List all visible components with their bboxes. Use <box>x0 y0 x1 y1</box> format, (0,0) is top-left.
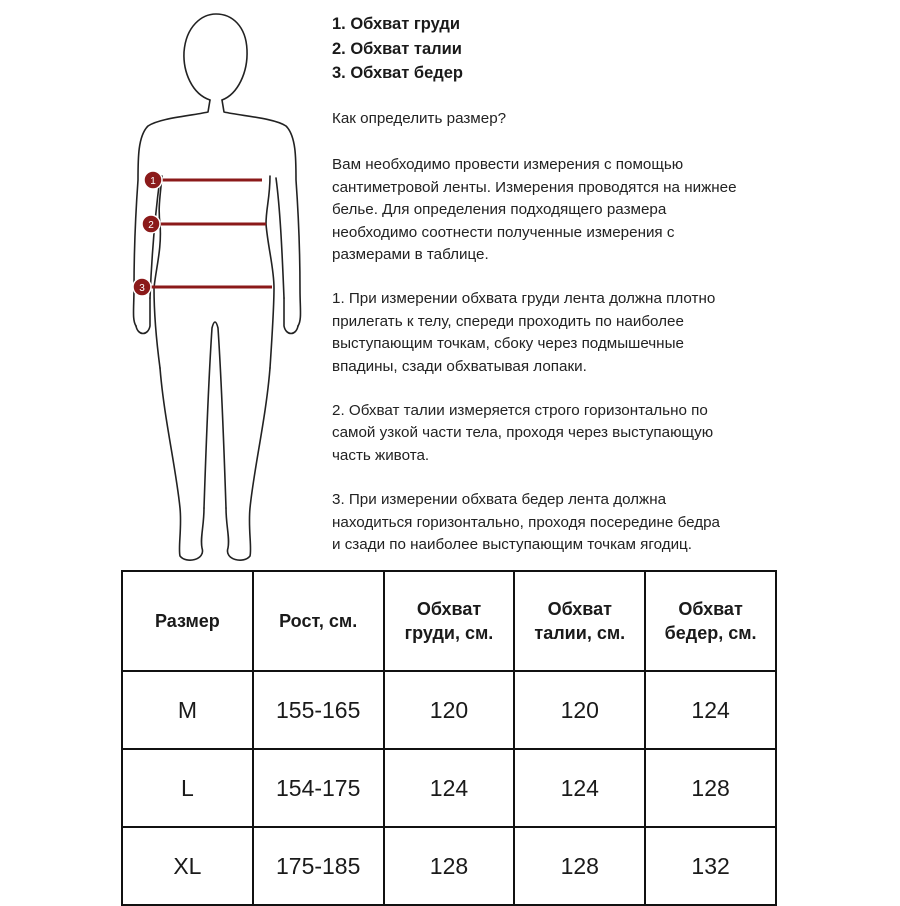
body-figure <box>120 8 320 568</box>
measurement-legend <box>332 12 463 86</box>
svg-text:3: 3 <box>139 283 145 294</box>
cell-height: 154-175 <box>253 749 384 827</box>
guide-chest: 1. При измерении обхвата груди лента должна плотно прилегать к телу, спереди проходить по наиболее выступающим точкам, сбоку через подмышечные впадины, сзади обхватывая лопаки. <box>332 290 716 375</box>
body-outline-illustration <box>120 8 320 568</box>
header-waist: Обхват талии, см. <box>514 571 645 671</box>
cell-chest: 124 <box>384 749 515 827</box>
guide-hips: 3. При измерении обхвата бедер лента должна находиться горизонтально, проходя посередине бедра и сзади по наиболее выступающим точкам ягодиц. <box>332 491 720 554</box>
legend-waist: 2. Обхват талии <box>332 39 462 58</box>
cell-chest: 128 <box>384 827 515 905</box>
svg-text:1: 1 <box>150 176 156 187</box>
marker-3 <box>133 278 151 296</box>
table-row <box>122 749 776 827</box>
size-table <box>121 570 777 906</box>
cell-waist: 128 <box>514 827 645 905</box>
header-height: Рост, см. <box>253 571 384 671</box>
header-size: Размер <box>122 571 253 671</box>
cell-hips: 124 <box>645 671 776 749</box>
guide-question: Как определить размер? <box>332 110 507 127</box>
cell-hips: 132 <box>645 827 776 905</box>
cell-waist: 120 <box>514 671 645 749</box>
table-header-row <box>122 571 776 671</box>
cell-waist: 124 <box>514 749 645 827</box>
cell-size: M <box>122 671 253 749</box>
cell-chest: 120 <box>384 671 515 749</box>
marker-2 <box>142 215 160 233</box>
cell-height: 155-165 <box>253 671 384 749</box>
header-hips: Обхват бедер, см. <box>645 571 776 671</box>
cell-hips: 128 <box>645 749 776 827</box>
measurement-lines <box>142 180 272 287</box>
cell-size: XL <box>122 827 253 905</box>
svg-text:2: 2 <box>148 220 154 231</box>
legend-chest: 1. Обхват груди <box>332 15 461 33</box>
marker-1 <box>144 171 162 189</box>
measurement-guide <box>332 108 872 557</box>
table-row <box>122 671 776 749</box>
cell-size: L <box>122 749 253 827</box>
cell-height: 175-185 <box>253 827 384 905</box>
guide-waist: 2. Обхват талии измеряется строго горизонтально по самой узкой части тела, проходя через выступающую часть живота. <box>332 402 714 464</box>
legend-hips: 3. Обхват бедер <box>332 64 464 82</box>
table-row <box>122 827 776 905</box>
guide-intro: Вам необходимо провести измерения с помощью сантиметровой ленты. Измерения проводятся на нижнее белье. Для определения подходящего размера необходимо соотнести полученные измерения с размерами в таблице. <box>332 156 737 264</box>
header-chest: Обхват груди, см. <box>384 571 515 671</box>
